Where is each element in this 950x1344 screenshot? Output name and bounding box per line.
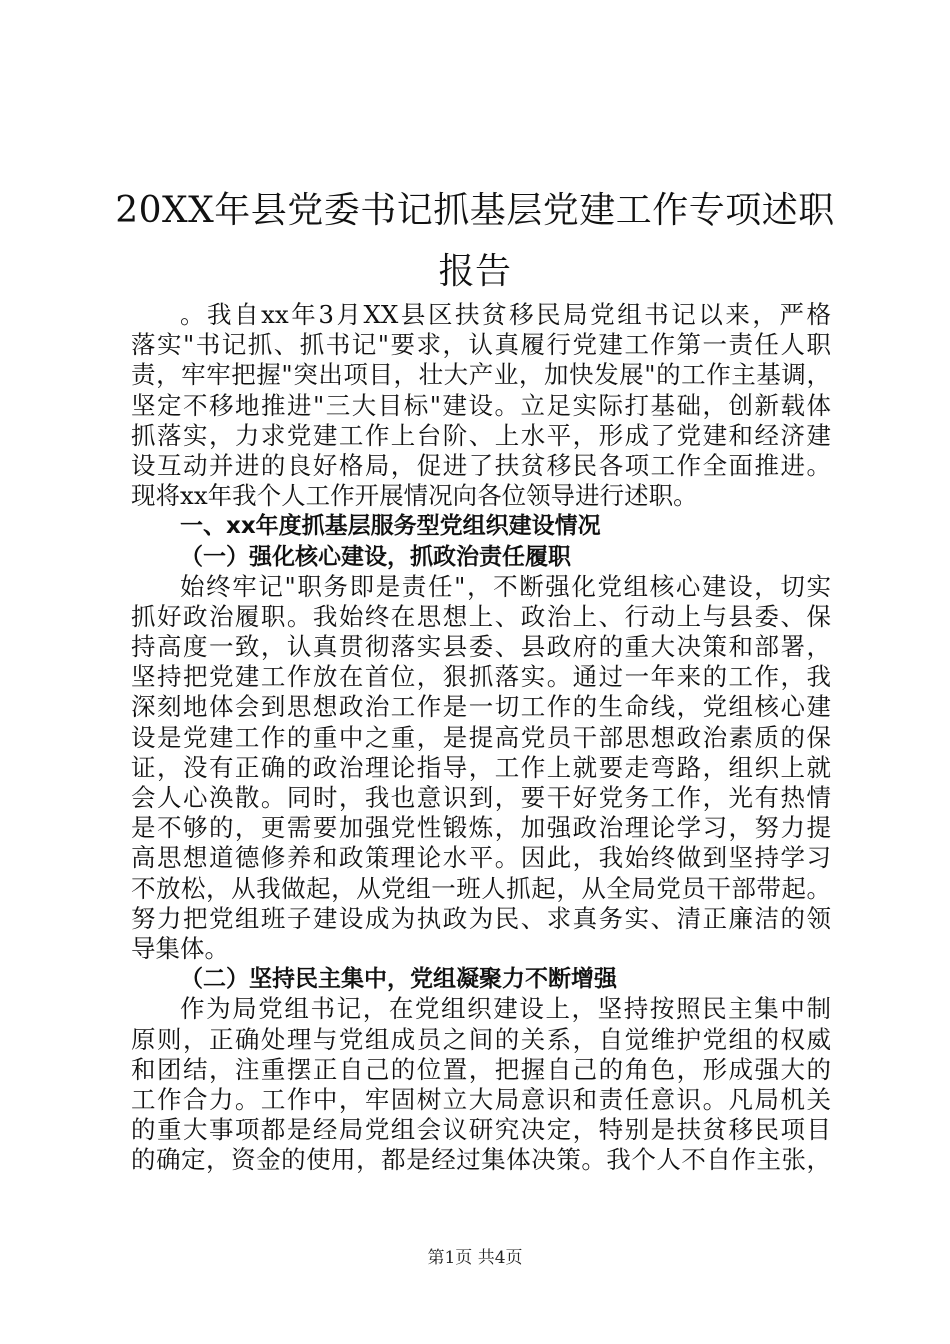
document-body	[131, 300, 831, 1175]
page-footer: 第1页 共4页	[427, 1248, 523, 1268]
text-line: 抓好政治履职。我始终在思想上、政治上、行动上与县委、保	[131, 601, 831, 631]
text-line: 证，没有正确的政治理论指导，工作上就要走弯路，组织上就	[131, 752, 831, 782]
text-line: 的重大事项都是经局党组会议研究决定，特别是扶贫移民项目	[131, 1115, 831, 1145]
text-line: 设互动并进的良好格局，促进了扶贫移民各项工作全面推进。	[131, 450, 831, 480]
subsection-2-paragraph	[131, 994, 831, 1175]
text-line: 责，牢牢把握"突出项目，壮大产业，加快发展"的工作主基调，	[131, 360, 831, 390]
text-line: 抓落实，力求党建工作上台阶、上水平，形成了党建和经济建	[131, 420, 831, 450]
text-line: 坚持把党建工作放在首位，狠抓落实。通过一年来的工作，我	[131, 662, 831, 692]
text-line: 是不够的，更需要加强党性锻炼，加强政治理论学习，努力提	[131, 813, 831, 843]
text-line: 高思想道德修养和政策理论水平。因此，我始终做到坚持学习	[131, 843, 831, 873]
text-line: 落实"书记抓、抓书记"要求，认真履行党建工作第一责任人职	[131, 330, 831, 360]
text-line: 坚定不移地推进"三大目标"建设。立足实际打基础，创新载体	[131, 390, 831, 420]
subsection-heading: （二）坚持民主集中，党组凝聚力不断增强	[180, 966, 617, 993]
text-line: 不放松，从我做起，从党组一班人抓起，从全局党员干部带起。	[131, 873, 831, 903]
text-line: 导集体。	[131, 933, 229, 963]
intro-paragraph	[131, 300, 831, 511]
text-line: 的确定，资金的使用，都是经过集体决策。我个人不自作主张，	[131, 1145, 831, 1175]
text-line: 会人心涣散。同时，我也意识到，要干好党务工作，光有热情	[131, 783, 831, 812]
subsection-heading: （一）强化核心建设，抓政治责任履职	[180, 543, 571, 570]
text-line: 作为局党组书记，在党组织建设上，坚持按照民主集中制	[180, 994, 831, 1024]
text-line: 深刻地体会到思想政治工作是一切工作的生命线，党组核心建	[131, 692, 831, 722]
text-line: 现将xx年我个人工作开展情况向各位领导进行述职。	[131, 481, 698, 511]
document-title-line-1: 20XX年县党委书记抓基层党建工作专项述职	[115, 190, 835, 231]
text-line: 设是党建工作的重中之重，是提高党员干部思想政治素质的保	[131, 722, 831, 752]
document-title-line-2: 报告	[438, 251, 512, 292]
text-line: 。我自xx年3月XX县区扶贫移民局党组书记以来，严格	[180, 300, 831, 329]
text-line: 始终牢记"职务即是责任"，不断强化党组核心建设，切实	[180, 571, 831, 601]
text-line: 持高度一致，认真贯彻落实县委、县政府的重大决策和部署，	[131, 632, 831, 662]
section-heading: 一、xx年度抓基层服务型党组织建设情况	[180, 513, 601, 540]
subsection-1-paragraph	[131, 572, 831, 964]
text-line: 原则，正确处理与党组成员之间的关系，自觉维护党组的权威	[131, 1024, 831, 1054]
text-line: 工作合力。工作中，牢固树立大局意识和责任意识。凡局机关	[131, 1084, 831, 1114]
text-line: 和团结，注重摆正自己的位置，把握自己的角色，形成强大的	[131, 1054, 831, 1084]
text-line: 努力把党组班子建设成为执政为民、求真务实、清正廉洁的领	[131, 903, 831, 933]
